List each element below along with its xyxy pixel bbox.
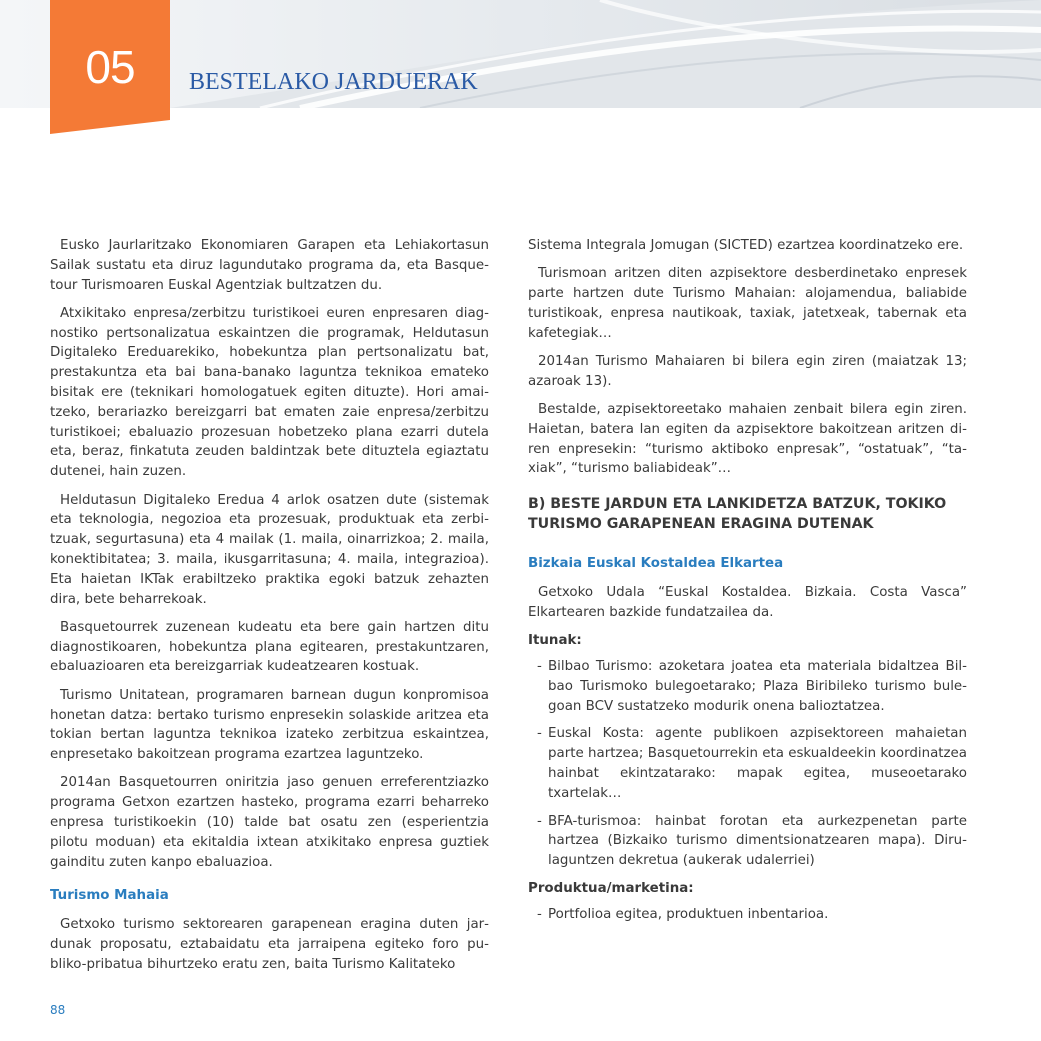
paragraph: Heldutasun Digitaleko Eredua 4 arlok osatzen dute (sistemak eta teknologia, negozioa eta prozesuak, produktuak eta zerbitzuak, segurtasuna) eta 4 mailak (1. maila, oinarrizkoa; 2. maila, konektibitatea; 3. maila, ikusgarritasuna; 4. maila, integrazioa). Eta haietan IKTak erabiltzeko praktika egoki batzuk zehazten dira, bete beharrekoak. bbox=[50, 492, 489, 607]
list-item bbox=[528, 724, 967, 803]
dash-marker: - bbox=[537, 726, 542, 742]
dash-marker: - bbox=[537, 813, 542, 829]
paragraph: Getxoko turismo sektorearen garapenean eragina duten jardunak proposatu, eztabaidatu eta jarraipena egiteko foro publiko-pribatua bihurtzeko eratu zen, baita Turismo Kalitateko bbox=[50, 917, 489, 972]
label-itunak: Itunak: bbox=[528, 633, 582, 649]
dash-marker: - bbox=[537, 906, 542, 922]
paragraph: 2014an Turismo Mahaiaren bi bilera egin ziren (maiatzak 13; azaroak 13). bbox=[528, 353, 967, 389]
list-item-text: Bilbao Turismo: azoketara joatea eta materiala bidaltzea Bilbao Turismoko bulegoetarako; Plaza Biribileko turismo bulegoan BCV sustatzeko modurik onena balioztatzea. bbox=[548, 658, 967, 714]
paragraph: 2014an Basquetourren oniritzia jaso genuen erreferentziazko programa Getxon ezartzen hasteko, programa ezarri beharreko enpresa turistikoekin (10) talde bat osatu zen (esperientzia pilotu moduan) eta ekitaldia ixtean atxikitako enpresa guztiek gainditu zuten kanpo ebaluazioa. bbox=[50, 775, 489, 870]
subheading-turismo-mahaia: Turismo Mahaia bbox=[50, 888, 169, 904]
itunak-list bbox=[528, 657, 967, 871]
paragraph: Atxikitako enpresa/zerbitzu turistikoei euren enpresaren diagnostiko pertsonalizatua eskaintzen die programak, Heldutasun Digitaleko Ereduarekiko, hobekuntza plan pertsonalizatu bat, prestakuntza eta bai bana-banako laguntza teknikoa emateko bisitak ere (teknikari homologatuek egiten dituzte). Hori amaitzeko, berariazko bereizgarri bat ematen zaie enpresa/zerbitzu turistikoei; ebaluazio prozesuan hobetzeko plana ezarri dutela eta, beraz, finkatuta zeuden baldintzak bete dituztela egiaztatu dutenei, hain zuzen. bbox=[50, 305, 489, 480]
paragraph: Turismoan aritzen diten azpisektore desberdinetako enpresek parte hartzen dute Turismo Mahaian: alojamendua, baliabide turistikoak, enpresa nautikoak, taxiak, jatetxeak, tabernak eta kafetegiak… bbox=[528, 266, 967, 341]
dash-marker: - bbox=[537, 658, 542, 674]
right-column bbox=[528, 236, 967, 933]
chapter-box-tab bbox=[50, 120, 170, 134]
list-item bbox=[528, 657, 967, 716]
paragraph: Eusko Jaurlaritzako Ekonomiaren Garapen eta Lehiakortasun Sailak sustatu eta diruz lagundutako programa da, eta Basquetour Turismoaren Euskal Agentziak bultzatzen du. bbox=[50, 238, 489, 293]
page-number: 88 bbox=[50, 1003, 66, 1017]
section-heading: B) BESTE JARDUN ETA LANKIDETZA BATZUK, TOKIKO TURISMO GARAPENEAN ERAGINA DUTENAK bbox=[528, 496, 947, 533]
produktua-list bbox=[528, 905, 967, 925]
list-item-text: Euskal Kosta: agente publikoen azpisektoreen mahaietan parte hartzea; Basquetourrekin eta eskualdeekin koordinatzea hainbat ekintzatarako: mapak egitea, museoetarako txartelak… bbox=[548, 726, 967, 801]
left-column bbox=[50, 236, 489, 983]
chapter-title: BESTELAKO JARDUERAK bbox=[189, 69, 478, 95]
paragraph: Basquetourrek zuzenean kudeatu eta bere gain hartzen ditu diagnostikoaren, hobekuntza plana egitearen, prestakuntzaren, ebaluazioaren eta bereizgarriak kudeatzearen kostuak. bbox=[50, 619, 489, 675]
paragraph: Bestalde, azpisektoreetako mahaien zenbait bilera egin ziren. Haietan, batera lan egiten da azpisektore bakoitzean aritzen diren enpresekin: “turismo aktiboko enpresak”, “ostatuak”, “taxiak”, “turismo baliabideak”… bbox=[528, 402, 967, 477]
subheading-bizkaia-euskal-kostaldea: Bizkaia Euskal Kostaldea Elkartea bbox=[528, 556, 784, 572]
paragraph: Turismo Unitatean, programaren barnean dugun konpromisoa honetan datza: bertako turismo enpresekin solaskide aritzea eta tokian bertan laguntza teknikoa izateko zerbitzua eskaintzea, enpresetako bakoitzean programa ezartzea laguntzeko. bbox=[50, 687, 489, 763]
label-produktua-marketina: Produktua/marketina: bbox=[528, 880, 694, 896]
chapter-number: 05 bbox=[85, 41, 135, 93]
paragraph: Getxoko Udala “Euskal Kostaldea. Bizkaia. Costa Vasca” Elkartearen bazkide fundatzailea da. bbox=[528, 585, 967, 620]
list-item bbox=[528, 905, 967, 925]
list-item-text: Portfolioa egitea, produktuen inbentarioa. bbox=[548, 906, 829, 922]
paragraph: Sistema Integrala Jomugan (SICTED) ezartzea koordinatzeko ere. bbox=[528, 238, 964, 253]
list-item-text: BFA-turismoa: hainbat forotan eta aurkezpenetan parte hartzea (Bizkaiko turismo dimentsionatzearen mapa). Dirulaguntzen dekretua (aukerak udalerriei) bbox=[548, 813, 967, 869]
list-item bbox=[528, 812, 967, 871]
